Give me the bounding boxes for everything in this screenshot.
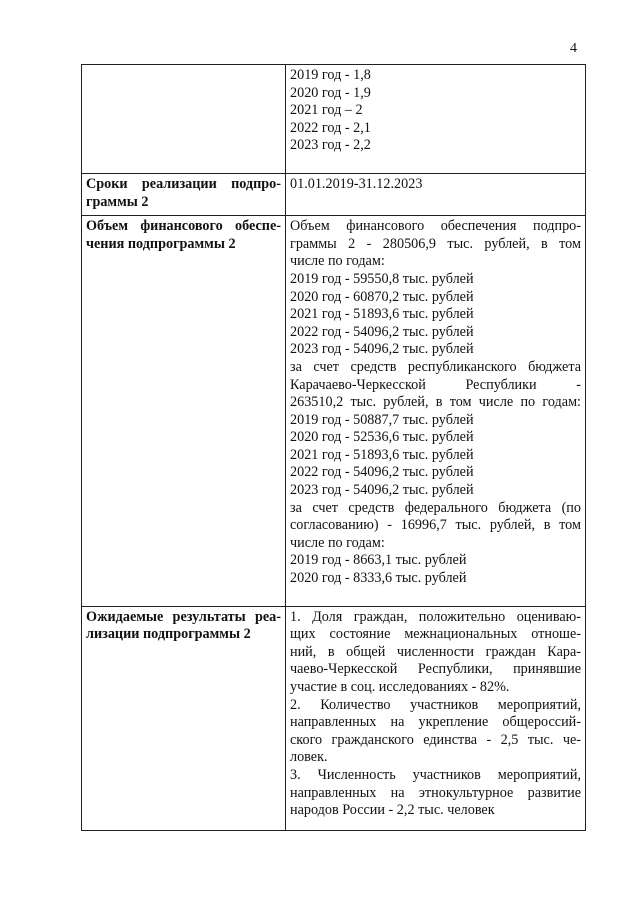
row-value-timeline: 01.01.2019-31.12.2023 xyxy=(286,173,586,215)
value-line: 2020 год - 1,9 xyxy=(290,84,371,101)
table-row-indicator-values xyxy=(82,65,586,174)
value-line: 2021 год – 2 xyxy=(290,102,363,119)
table-row-timeline xyxy=(82,173,586,215)
row-label-expected-results: Ожидаемые результаты реа- лизации подпрограммы 2 xyxy=(82,606,286,830)
row-label-empty xyxy=(82,65,286,174)
table-row-funding xyxy=(82,216,586,606)
row-value-expected-results: 1. Доля граждан, положительно оцениваю- щих состояние межнациональных отноше- ний, в общей численности граждан Кара- чаево-Черкесской Республики, принявшие участие в соц. исследованиях - 82%. 2. Количество участников мероприятий, направленных на укрепление общероссий- ского гражданского единства - 2,5 тыс. че- ловек. 3. Численность участников мероприятий, направленных на этнокультурное развитие народов России - 2,2 тыс. человек xyxy=(286,606,586,830)
table-row-expected-results xyxy=(82,606,586,830)
row-value-cell xyxy=(286,65,586,174)
subprogram-passport-table xyxy=(81,64,586,831)
row-value-funding: Объем финансового обеспечения подпро- граммы 2 - 280506,9 тыс. рублей, в том числе по годам: 2019 год - 59550,8 тыс. рублей 2020 год - 60870,2 тыс. рублей 2021 год - 51893,6 тыс. рублей 2022 год - 54096,2 тыс. рублей 2023 год - 54096,2 тыс. рублей за счет средств республиканского бюджета Карачаево-Черкесской Республики - 263510,2 тыс. рублей, в том числе по годам: 2019 год - 50887,7 тыс. рублей 2020 год - 52536,6 тыс. рублей 2021 год - 51893,6 тыс. рублей 2022 год - 54096,2 тыс. рублей 2023 год - 54096,2 тыс. рублей за счет средств федерального бюджета (по согласованию) - 16996,7 тыс. рублей, в том числе по годам: 2019 год - 8663,1 тыс. рублей 2020 год - 8333,6 тыс. рублей xyxy=(286,216,586,606)
value-line: 2019 год - 1,8 xyxy=(290,67,371,83)
page-number: 4 xyxy=(570,41,577,56)
row-label-timeline: Сроки реализации подпро- граммы 2 xyxy=(82,173,286,215)
value-line: 2023 год - 2,2 xyxy=(290,137,371,154)
row-label-funding: Объем финансового обеспе- чения подпрограммы 2 xyxy=(82,216,286,606)
value-line: 2022 год - 2,1 xyxy=(290,119,371,136)
